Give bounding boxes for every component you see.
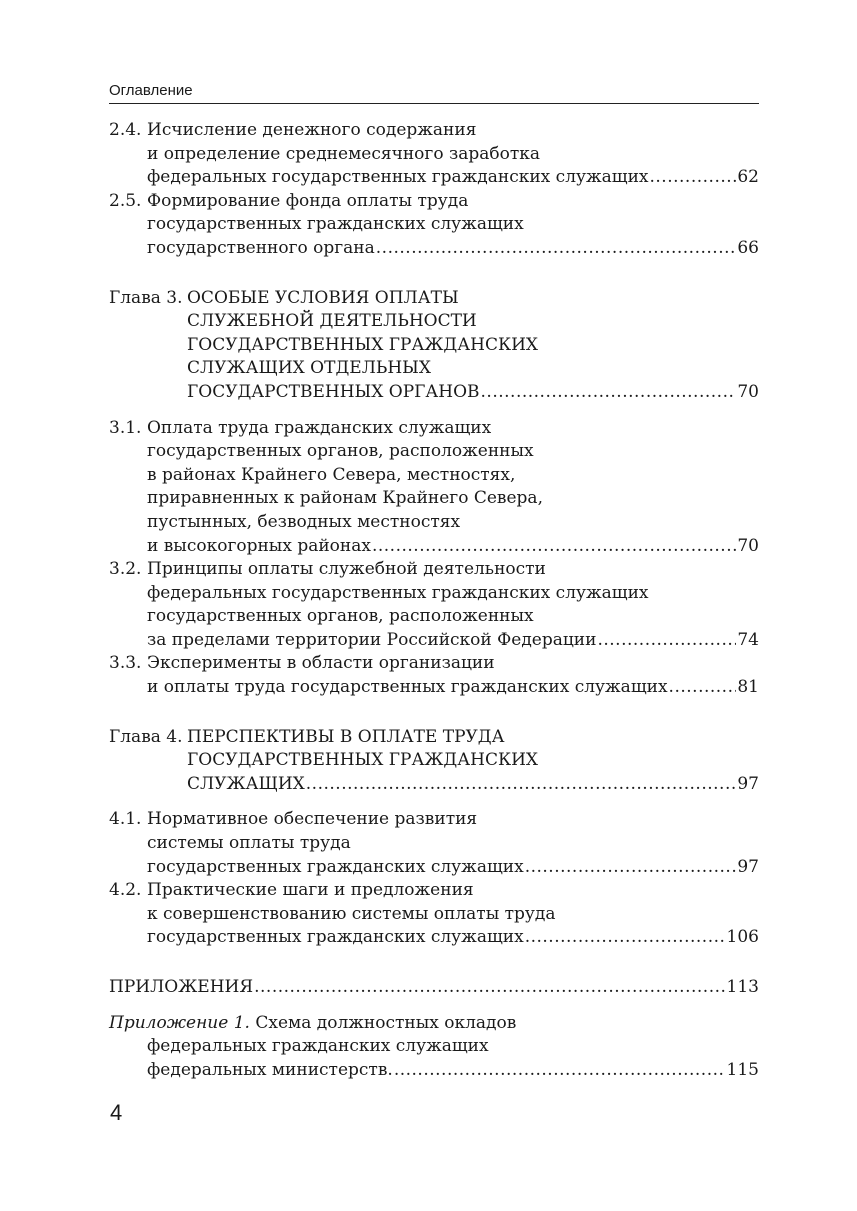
toc-entry-line: Эксперименты в области организации	[147, 653, 495, 674]
toc-entry-line: Практические шаги и предложения	[147, 880, 474, 901]
toc-page-number: 66	[737, 237, 759, 258]
toc-appendix-1[interactable]	[109, 1012, 759, 1083]
leader-dots	[254, 976, 725, 1000]
toc-entry-line: Принципы оплаты служебной деятельности	[147, 559, 546, 580]
chapter-number: Глава 4.	[109, 726, 183, 747]
leader-dots	[306, 773, 737, 797]
toc-page-number: 97	[737, 856, 759, 877]
toc-entry-number: 2.4.	[109, 120, 142, 140]
toc-entry-line: пустынных, безводных местностях	[147, 511, 461, 532]
chapter-title-line: СЛУЖАЩИХ ОТДЕЛЬНЫХ	[187, 358, 431, 379]
toc-entry-3-3[interactable]	[109, 652, 759, 699]
leader-dots	[597, 629, 736, 653]
leader-dots	[669, 676, 737, 700]
page-number: 4	[110, 1100, 123, 1125]
toc-entry-line: и определение среднемесячного заработка	[147, 143, 541, 164]
appendices-title: ПРИЛОЖЕНИЯ	[109, 977, 254, 997]
leader-dots	[481, 381, 737, 405]
toc-entry-2-4[interactable]	[109, 119, 759, 190]
chapter-title-line: СЛУЖЕБНОЙ ДЕЯТЕЛЬНОСТИ	[187, 311, 477, 332]
toc-entry-number: 2.5.	[109, 190, 142, 211]
leader-dots	[372, 535, 736, 559]
toc-entry-line: государственных гражданских служащих	[147, 214, 524, 235]
toc-page-number: 81	[737, 677, 759, 698]
toc-page-number: 115	[726, 1059, 759, 1080]
appendix-label: Приложение 1.	[109, 1012, 250, 1033]
toc-entry-line: Нормативное обеспечение развития	[147, 809, 478, 830]
leader-dots	[650, 166, 737, 190]
toc-page-number: 70	[737, 535, 759, 556]
chapter-number: Глава 3.	[109, 287, 183, 308]
chapter-title-line: СЛУЖАЩИХ	[187, 773, 305, 794]
toc-entry-number: 4.1.	[109, 809, 142, 830]
toc-entry-number: 3.3.	[109, 653, 142, 674]
toc-page-number: 113	[726, 977, 759, 997]
toc-entry-line: в районах Крайнего Севера, местностях,	[147, 464, 516, 485]
chapter-title-line: ПЕРСПЕКТИВЫ В ОПЛАТЕ ТРУДА	[187, 726, 505, 747]
toc-entry-line: и высокогорных районах	[147, 535, 371, 556]
toc-entry-line: приравненных к районам Крайнего Севера,	[147, 488, 543, 509]
toc-entry-number: 3.2.	[109, 559, 142, 580]
toc-entry-line: федеральных министерств.	[147, 1059, 393, 1080]
toc-page-number: 74	[737, 629, 759, 650]
toc-page-number: 70	[737, 381, 759, 402]
toc-entry-number: 4.2.	[109, 880, 142, 901]
toc-chapter-3[interactable]	[109, 287, 759, 405]
running-header: Оглавление	[109, 82, 759, 104]
toc-entry-line: государственных гражданских служащих	[147, 856, 524, 877]
toc-entry-line: федеральных гражданских служащих	[147, 1036, 489, 1057]
leader-dots	[376, 237, 737, 261]
toc-entry-line: и оплаты труда государственных гражданских служащих	[147, 677, 668, 698]
toc-entry-4-2[interactable]	[109, 879, 759, 950]
toc-page-number: 62	[737, 167, 759, 188]
toc-entry-line: Схема должностных окладов	[255, 1012, 517, 1033]
toc-entry-line: государственного органа	[147, 237, 375, 258]
toc-entry-3-1[interactable]	[109, 417, 759, 559]
toc-entry-2-5[interactable]	[109, 190, 759, 261]
leader-dots	[525, 926, 726, 950]
leader-dots	[525, 856, 737, 880]
toc-entry-line: к совершенствованию системы оплаты труда	[147, 903, 556, 924]
toc-entry-line: Оплата труда гражданских служащих	[147, 417, 492, 438]
toc-entry-4-1[interactable]	[109, 808, 759, 879]
toc-page-number: 97	[737, 773, 759, 794]
chapter-title-line: ОСОБЫЕ УСЛОВИЯ ОПЛАТЫ	[187, 287, 459, 308]
chapter-title-line: ГОСУДАРСТВЕННЫХ ГРАЖДАНСКИХ	[187, 750, 539, 771]
toc-entry-line: Формирование фонда оплаты труда	[147, 190, 469, 211]
toc-entry-line: государственных гражданских служащих	[147, 927, 524, 948]
chapter-title-line: ГОСУДАРСТВЕННЫХ ГРАЖДАНСКИХ	[187, 334, 539, 355]
toc-appendices[interactable]	[109, 976, 759, 1000]
leader-dots	[394, 1059, 726, 1083]
toc-entry-line: федеральных государственных гражданских служащих	[147, 582, 649, 603]
toc-entry-line: за пределами территории Российской Федерации	[147, 629, 597, 650]
table-of-contents	[109, 119, 759, 1082]
toc-entry-line: федеральных государственных гражданских служащих	[147, 167, 649, 188]
toc-entry-line: государственных органов, расположенных	[147, 441, 534, 462]
toc-chapter-4[interactable]	[109, 726, 759, 797]
chapter-title-line: ГОСУДАРСТВЕННЫХ ОРГАНОВ	[187, 381, 480, 402]
toc-entry-line: системы оплаты труда	[147, 833, 351, 854]
toc-entry-line: Исчисление денежного содержания	[147, 120, 477, 140]
toc-entry-number: 3.1.	[109, 417, 142, 438]
toc-entry-line: государственных органов, расположенных	[147, 606, 534, 627]
toc-entry-3-2[interactable]	[109, 558, 759, 652]
toc-page-number: 106	[726, 927, 759, 948]
